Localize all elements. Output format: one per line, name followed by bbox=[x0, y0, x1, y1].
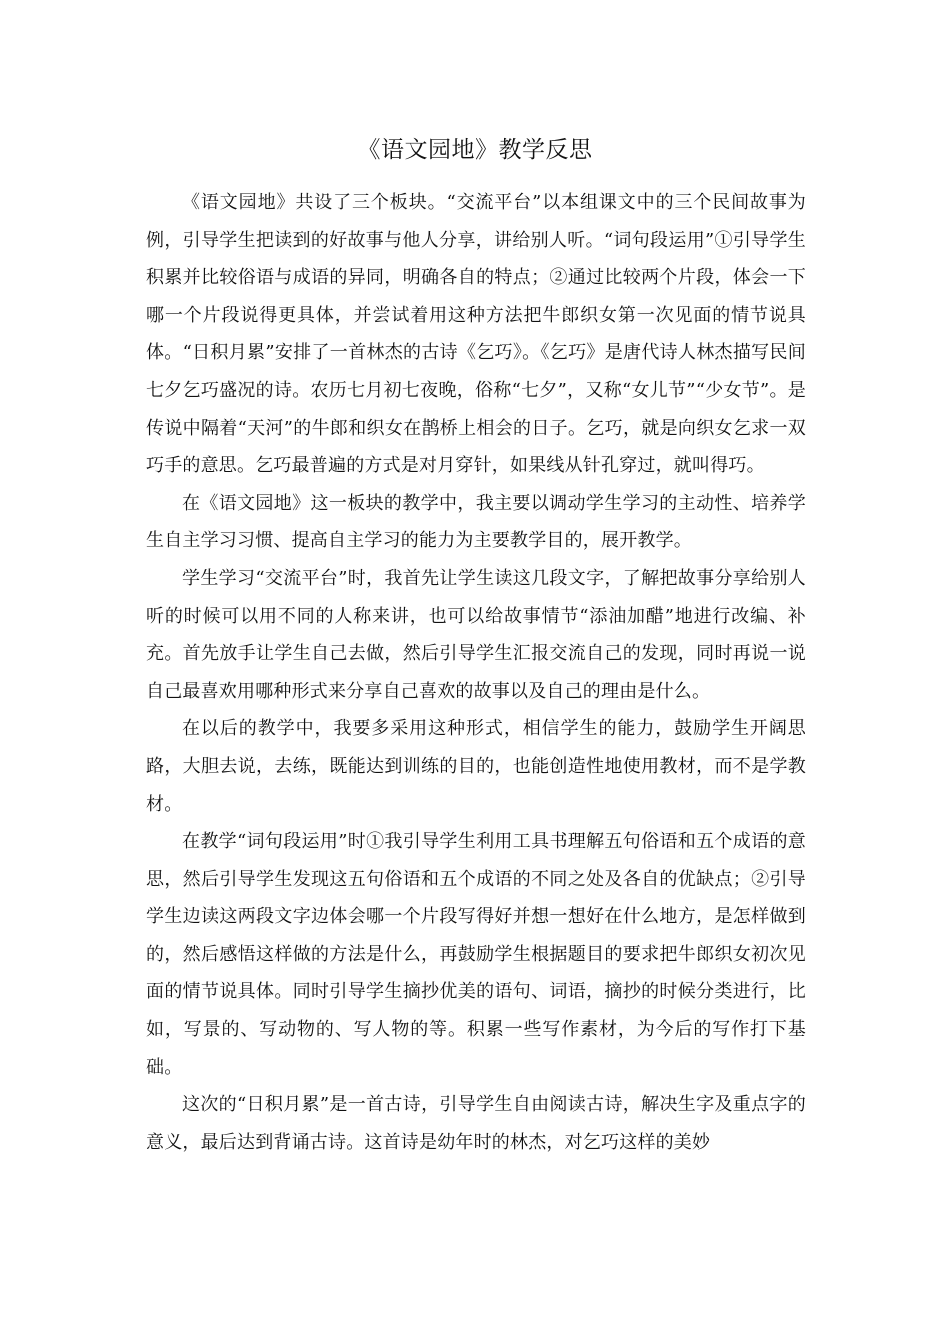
paragraph-exchange-platform: 学生学习“交流平台”时，我首先让学生读这几段文字，了解把故事分享给别人听的时候可以用不同的人称来讲，也可以给故事情节“添油加醋”地进行改编、补充。首先放手让学生自己去做，然后引导学生汇报交流自己的发现，同时再说一说自己最喜欢用哪种形式来分享自己喜欢的故事以及自己的理由是什么。 bbox=[146, 567, 806, 702]
document-body bbox=[146, 184, 806, 1161]
paragraph-intro: 《语文园地》共设了三个板块。“交流平台”以本组课文中的三个民间故事为例，引导学生把读到的好故事与他人分享，讲给别人听。“词句段运用”①引导学生积累并比较俗语与成语的异同，明确各自的特点；②通过比较两个片段，体会一下哪一个片段说得更具体，并尝试着用这种方法把牛郎织女第一次见面的情节说具体。“日积月累”安排了一首林杰的古诗《乞巧》。《乞巧》是唐代诗人林杰描写民间七夕乞巧盛况的诗。农历七月初七夜晚，俗称“七夕”，又称“女儿节”“少女节”。是传说中隔着“天河”的牛郎和织女在鹊桥上相会的日子。乞巧，就是向织女乞求一双巧手的意思。乞巧最普遍的方式是对月穿针，如果线从针孔穿过，就叫得巧。 bbox=[146, 192, 806, 477]
document-title: 《语文园地》教学反思 bbox=[357, 137, 593, 163]
paragraph-teaching-goal: 在《语文园地》这一板块的教学中，我主要以调动学生学习的主动性、培养学生自主学习习惯、提高自主学习的能力为主要教学目的，展开教学。 bbox=[146, 492, 806, 552]
paragraph-daily-accumulation: 这次的“日积月累”是一首古诗，引导学生自由阅读古诗，解决生字及重点字的意义，最后达到背诵古诗。这首诗是幼年时的林杰，对乞巧这样的美妙 bbox=[146, 1094, 806, 1153]
paragraph-word-sentence-usage: 在教学“词句段运用”时①我引导学生利用工具书理解五句俗语和五个成语的意思，然后引导学生发现这五句俗语和五个成语的不同之处及各自的优缺点；②引导学生边读这两段文字边体会哪一个片段写得好并想一想好在什么地方，是怎样做到的，然后感悟这样做的方法是什么，再鼓励学生根据题目的要求把牛郎织女初次见面的情节说具体。同时引导学生摘抄优美的语句、词语，摘抄的时候分类进行，比如，写景的、写动物的、写人物的等。积累一些写作素材，为今后的写作打下基础。 bbox=[146, 831, 806, 1078]
paragraph-future-teaching: 在以后的教学中，我要多采用这种形式，相信学生的能力，鼓励学生开阔思路，大胆去说，去练，既能达到训练的目的，也能创造性地使用教材，而不是学教材。 bbox=[146, 718, 806, 815]
